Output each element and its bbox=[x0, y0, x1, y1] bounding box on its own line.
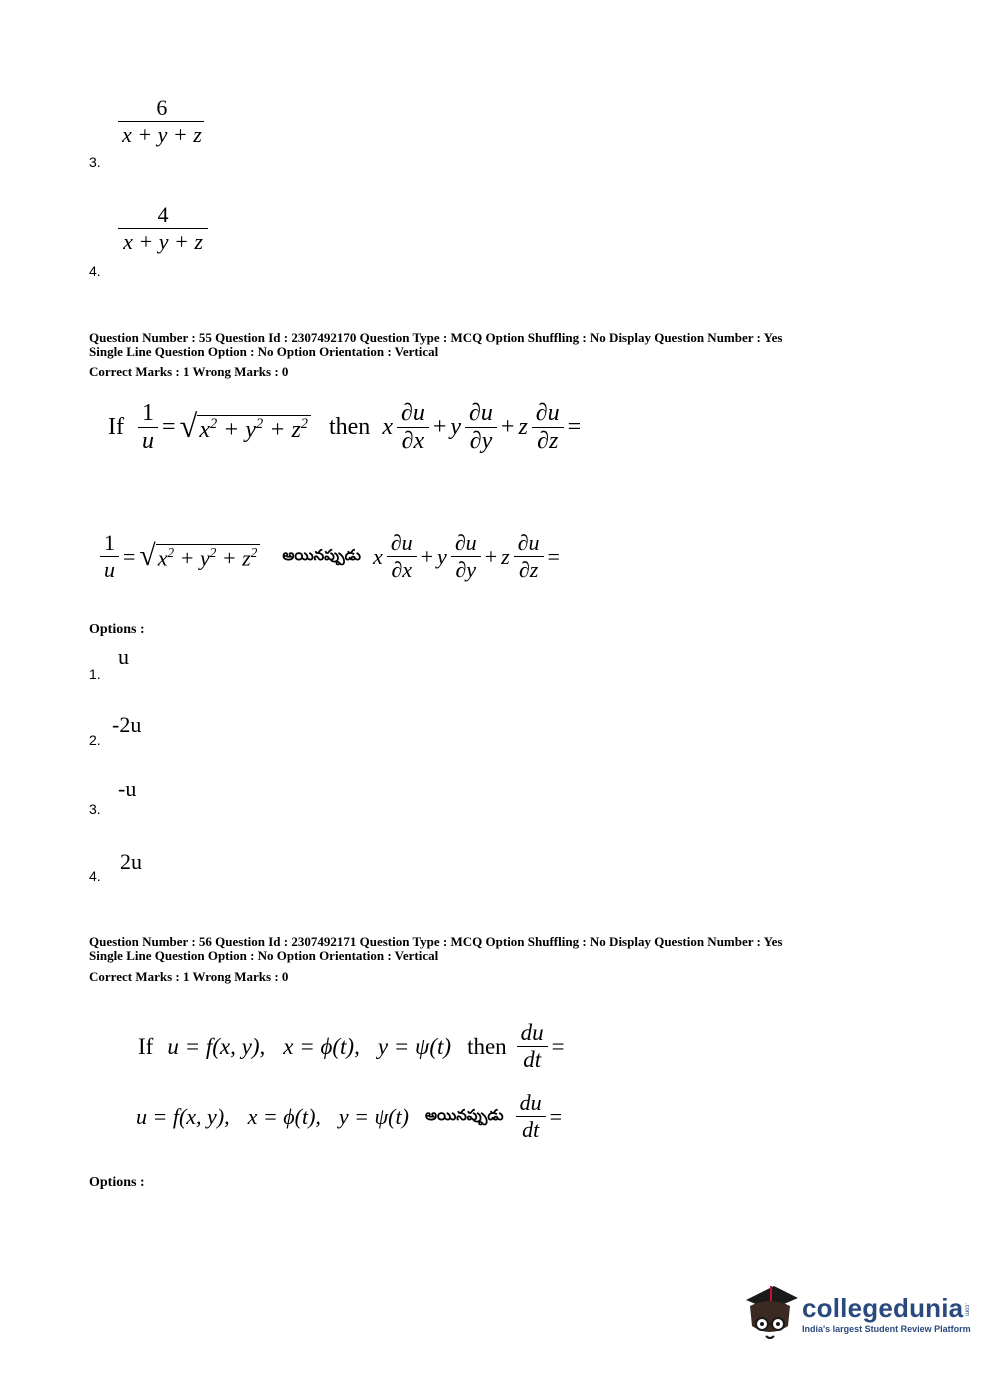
q55te-frac-den: u bbox=[104, 557, 115, 582]
q56-du: du bbox=[520, 1020, 544, 1045]
q55-meta-line1: Question Number : 55 Question Id : 2307492170 Question Type : MCQ Option Shuffling : No Display Question Number : Yes bbox=[89, 330, 783, 345]
q55-x: x bbox=[382, 414, 393, 440]
logo-tagline: India's largest Student Review Platform bbox=[802, 1323, 971, 1334]
q55-plus-2: + bbox=[500, 414, 515, 440]
q56-telugu-word: అయినప్పుడు bbox=[424, 1105, 504, 1124]
q56te-y-expr: y = ψ(t) bbox=[338, 1103, 409, 1129]
mascot-icon bbox=[740, 1282, 800, 1344]
q55te-du-1: ∂u bbox=[390, 530, 413, 555]
q55te-equals: = bbox=[123, 543, 136, 569]
q55te-dx: ∂x bbox=[391, 557, 412, 582]
q55te-z: z bbox=[501, 543, 510, 569]
q55-options-label: Options : bbox=[89, 622, 145, 637]
q55te-rad-y: y bbox=[199, 545, 210, 571]
q55-rad-z: z bbox=[291, 416, 301, 443]
prev-option-3[interactable] bbox=[118, 95, 206, 148]
prev-option-3-numerator: 6 bbox=[156, 95, 168, 120]
q56-question-telugu bbox=[136, 1090, 562, 1143]
q56te-u-expr: u = f(x, y), bbox=[136, 1103, 230, 1129]
q55-option-4[interactable]: 2u bbox=[120, 849, 142, 874]
q55te-plus-1: + bbox=[420, 543, 434, 569]
q55-plus-1: + bbox=[432, 414, 447, 440]
q55te-x: x bbox=[372, 543, 383, 569]
q56-meta-line2: Single Line Question Option : No Option Orientation : Vertical bbox=[89, 948, 439, 963]
q55te-equals-2: = bbox=[547, 543, 560, 569]
q55te-du-2: ∂u bbox=[454, 530, 477, 555]
q56-options-label: Options : bbox=[89, 1175, 145, 1190]
q55-equals-2: = bbox=[567, 414, 582, 440]
q56-marks: Correct Marks : 1 Wrong Marks : 0 bbox=[89, 969, 289, 984]
q55-option-1[interactable]: u bbox=[118, 644, 129, 669]
q55-rad-x: x bbox=[199, 416, 210, 443]
q56-equals: = bbox=[551, 1033, 565, 1059]
q56te-equals: = bbox=[549, 1103, 563, 1129]
q55-y: y bbox=[450, 414, 462, 440]
q55te-rad-z: z bbox=[242, 545, 251, 571]
q55-frac-num: 1 bbox=[141, 400, 154, 426]
q55-du-2: ∂u bbox=[469, 400, 493, 426]
logo-name: collegedunia bbox=[802, 1292, 964, 1323]
q56-if: If bbox=[138, 1033, 154, 1059]
q56-u-expr: u = f(x, y), bbox=[167, 1033, 266, 1059]
q56te-du: du bbox=[519, 1090, 542, 1115]
q55-equals: = bbox=[161, 414, 176, 440]
prev-option-4-denominator: x + y + z bbox=[123, 229, 203, 254]
collegedunia-logo[interactable] bbox=[740, 1282, 971, 1344]
q55-dx: ∂x bbox=[401, 428, 425, 454]
q55-rad-y: y bbox=[245, 416, 257, 443]
q55-z: z bbox=[518, 414, 528, 440]
q55-marks: Correct Marks : 1 Wrong Marks : 0 bbox=[89, 364, 289, 379]
prev-option-4-numerator: 4 bbox=[157, 202, 169, 227]
q55-frac-den: u bbox=[141, 428, 154, 454]
q55-sq-z: 2 bbox=[300, 415, 308, 432]
q56-meta-line1: Question Number : 56 Question Id : 2307492171 Question Type : MCQ Option Shuffling : No Display Question Number : Yes bbox=[89, 934, 783, 949]
prev-option-4[interactable] bbox=[118, 202, 208, 255]
q55te-sq-x: 2 bbox=[167, 545, 175, 561]
q55-option-2[interactable]: -2u bbox=[112, 712, 142, 737]
q55-meta-line2: Single Line Question Option : No Option Orientation : Vertical bbox=[89, 344, 439, 359]
q55te-dy: ∂y bbox=[455, 557, 477, 582]
q55-sq-x: 2 bbox=[209, 415, 218, 432]
q55te-rad-x: x bbox=[157, 545, 168, 571]
q55-du-3: ∂u bbox=[535, 400, 560, 426]
q56-x-expr: x = ϕ(t), bbox=[283, 1033, 360, 1059]
q56te-dt: dt bbox=[522, 1117, 540, 1142]
q56-dt: dt bbox=[523, 1047, 542, 1072]
q55te-sq-z: 2 bbox=[250, 545, 258, 561]
q55-sq-y: 2 bbox=[256, 415, 264, 432]
q55-dz: ∂z bbox=[537, 428, 559, 454]
q55-then: then bbox=[328, 414, 371, 440]
q55-if: If bbox=[108, 414, 124, 440]
q55te-plus-2: + bbox=[484, 543, 498, 569]
q56-question-english bbox=[138, 1020, 565, 1073]
prev-option-3-denominator: x + y + z bbox=[122, 122, 202, 147]
q56-then: then bbox=[467, 1033, 507, 1059]
q55-option-2-number: 2. bbox=[89, 732, 101, 748]
q55-dy: ∂y bbox=[469, 428, 493, 454]
q55-option-4-number: 4. bbox=[89, 868, 101, 884]
q55te-sq-y: 2 bbox=[209, 545, 217, 561]
q55-option-3[interactable]: -u bbox=[118, 776, 137, 801]
q56te-x-expr: x = ϕ(t), bbox=[247, 1103, 321, 1129]
prev-option-3-number: 3. bbox=[89, 154, 101, 170]
q55-option-3-number: 3. bbox=[89, 801, 101, 817]
q55-du-1: ∂u bbox=[400, 400, 425, 426]
logo-com: .com bbox=[963, 1302, 970, 1316]
q55te-dz: ∂z bbox=[518, 557, 539, 582]
q55-question-telugu bbox=[100, 530, 560, 583]
q56-y-expr: y = ψ(t) bbox=[377, 1033, 452, 1059]
q55te-y: y bbox=[437, 543, 447, 569]
q55-telugu-word: అయినప్పుడు bbox=[282, 545, 361, 564]
q55-option-1-number: 1. bbox=[89, 666, 101, 682]
q55-sqrt: √ $x^2 + y^2 + z^2$ bbox=[180, 411, 311, 443]
q55te-du-3: ∂u bbox=[517, 530, 540, 555]
q55-question-english bbox=[108, 400, 581, 455]
q55te-frac-num: 1 bbox=[104, 530, 115, 555]
prev-option-4-number: 4. bbox=[89, 263, 101, 279]
q55te-sqrt: √ $x^2 + y^2 + z^2$ bbox=[139, 542, 260, 572]
